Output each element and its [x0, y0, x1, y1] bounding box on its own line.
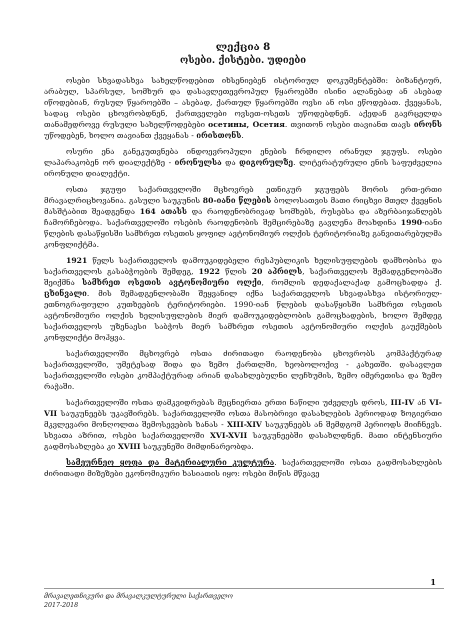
- text-run: ან: [414, 398, 430, 407]
- paragraph: [44, 146, 442, 179]
- text-run: საუკუნეში მიმდინარეობდა.: [140, 442, 254, 451]
- emphasized-text: 80-იანი წლების: [202, 196, 272, 205]
- paragraph: [44, 184, 442, 250]
- emphasized-text: ცხინვალი: [44, 289, 87, 298]
- emphasized-text: ირონულსა: [174, 158, 222, 167]
- body-text: [44, 75, 442, 479]
- emphasized-text: დიგორულზე: [239, 158, 294, 167]
- page-number: 1: [430, 577, 436, 587]
- text-run: წლის: [220, 267, 252, 276]
- emphasized-text: XVIII: [117, 442, 141, 451]
- text-run: ოსური ენა განეკუთვნება ინდოევროპული ენების ჩრდილო ირანულ ჯგუფს. ოსები ლაპარაკობენ ორ დიალექტზე -: [44, 147, 442, 167]
- emphasized-text: სამეურნეო ყოფა და მატერიალური კულტურა: [66, 458, 275, 467]
- emphasized-text: ირისთონს: [196, 131, 242, 140]
- text-run: , საქართველოს შემადგენლობაში შეიქმნა: [44, 267, 442, 287]
- footer-year: 2017-2018: [44, 602, 79, 609]
- emphasized-text: осетины, Осетия: [208, 120, 285, 129]
- text-run: ბოლოსათვის მათი რიცხვი მთელ ქვეყნის მასშტაბით შეადგენდა: [44, 196, 442, 216]
- text-run: საუკუნეებს ან შემდგომ პერიოდს მიიჩნევს. სხვათა აზრით, ოსები საქართველოში: [44, 420, 442, 440]
- page-footer: [44, 588, 444, 610]
- paragraph: [44, 457, 442, 479]
- emphasized-text: 1921: [66, 256, 88, 265]
- lecture-title: ლექცია 8: [215, 41, 271, 53]
- text-run: საქართველოში მცხოვრებ ოსთა ძირითადი რაოდენობა ცხოვრობს კომპაქტურად საქართველოში, უმეტესად შიდა და ზემო ქართლში, ხეობოლოქივ - კახეთში. დასავლეთ საქართველოში ოსები კომპაქტურად არიან დასახლებულნი ლეჩხუმის, ზემო იმერეთისა და ზემო რაჭაში.: [44, 349, 442, 391]
- emphasized-text: სამხრეთ ოსეთის ავტონომიური ოლქი: [82, 278, 262, 287]
- paragraph: [44, 348, 442, 392]
- emphasized-text: 1990: [400, 218, 423, 227]
- footer-course-title: მრავალეთნიკური და მრავალკულტურული საქართველო: [44, 593, 233, 600]
- paragraph: [44, 75, 442, 141]
- document-page: [44, 40, 442, 484]
- emphasized-text: III-IV: [390, 398, 415, 407]
- text-run: და რაოდენობრივად სომხებს, რუსებსა და აზერბაიჯანლებს ჩამორჩებოდა. საქართველოში ოსების რაოდენობის შემცირებაზე გავლენა მოახდინა: [44, 207, 443, 227]
- text-run: საქართველოში ოსთა დამკვიდრებას მეცნიერთა ერთი ნაწილი უძველეს დროს,: [66, 398, 391, 407]
- emphasized-text: VI-VII: [44, 398, 442, 418]
- text-run: . ლიტერატურული ენის საფუძველია ირონული დიალექტი.: [44, 158, 442, 178]
- emphasized-text: 164 ათასს: [139, 207, 188, 216]
- emphasized-text: XIII-XIV: [226, 420, 262, 429]
- text-run: და: [221, 158, 240, 167]
- text-run: საუკუნეებს უკავშირებს. საქართველოში ოსთა მასობრივი დასახლების პერიოდად ზოგიერთი მკვლევარი მონღოლთა შემოსევების ხანას -: [44, 409, 442, 429]
- emphasized-text: ირონს: [413, 120, 442, 129]
- text-run: ოსთა ჯგუფი საქართველოში მცხოვრებ ეთნიკურ ჯგუფებს შორის ერთ-ერთი მრავალრიცხოვანია. გასული საუკუნის: [44, 185, 442, 205]
- text-run: . თვითონ ოსები თავიანთ თავს: [284, 120, 414, 129]
- text-run: ოსები სხვადასხვა სახელწოდებით იხსენიებენ ისტორიულ დოკუმენტებში: ბიზანტიურ, არაბულ, სპარსულ, სომხურ და დასავლეთევროპულ წყაროებში ისინი ალანებად ან ასებად იწოდებიან, რუსულ წყაროებში – ასებად, ქართულ წყაროებში ოვსი ან ოსი ეწოდებათ. ქვეყანას, სადაც ოსები ცხოვრობდნენ, ქართველები ოვსეთ-ოსეთს უწოდებდნენ. აქედან გავრცელდა თანამედროვე რუსული სახელწოდებები: [44, 76, 442, 129]
- emphasized-text: 1922: [198, 267, 221, 276]
- text-run: .: [241, 131, 244, 140]
- emphasized-text: XVI-XVII: [209, 431, 248, 440]
- emphasized-text: 20 აპრილს: [251, 267, 303, 276]
- text-run: . მის შემადგენლობაში შეყვანილ იქნა საქართველოს სხვადასხვა ისტორიულ-ეთნოგრაფიული კუთხეების ტერიტორიები. 1990-იან წლების დასაწყისში სამხრეთ ოსეთის ავტონომიური ოლქის ხელისუფლების მიერ დამოუკიდებლობის გამოცხადების, ხოლო შემდეგ საქართველოს უზენაესი საბჭოს მიერ სამხრეთ ოსეთის ავტონომიური ოლქის გაუქმების კონფლიქტი მოჰყვა.: [44, 289, 442, 342]
- text-run: . საქართველოში ოსთა გადმოსახლების ძირითადი მიზეზები ეკონომიკური ხასიათის იყო: ოსები მიწის მწვავე: [44, 458, 442, 478]
- lecture-subtitle: ოსები. ქისტები. უდიები: [179, 55, 307, 66]
- paragraph: [44, 255, 442, 343]
- text-run: უწოდებენ, ხოლო თავიანთ ქვეყანას -: [44, 131, 197, 140]
- text-run: წელს საქართველოს დამოუკიდებელი რესპუბლიკის ხელისუფლების დამხობისა და საქართველოს გასაბჭოების შემდეგ,: [44, 256, 442, 276]
- text-run: -იანი წლების დასაწყისში სამხრეთ ოსეთის ყოფილ ავტონომიურ ოლქის ტერიტორიაზე განვითარებულმა კონფლიქტმა.: [44, 218, 442, 249]
- text-run: საუკუნეებში დასახლდნენ. მათი ინტენსიური გადმოსახლება კი: [44, 431, 443, 451]
- text-run: , რომლის დედაქალაქად გამოცხადდა ქ.: [261, 278, 442, 287]
- paragraph: [44, 397, 442, 452]
